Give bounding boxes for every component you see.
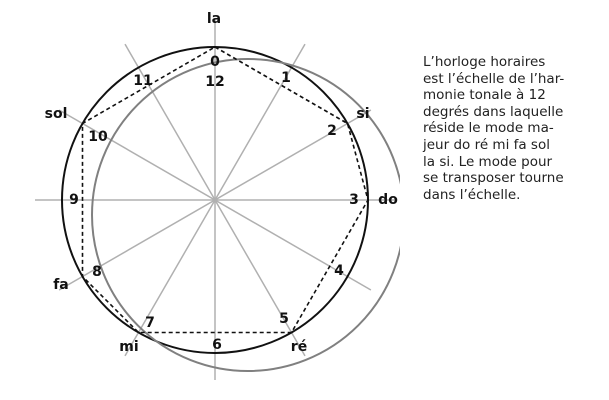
- position-6: 6: [212, 337, 222, 353]
- caption-line: L’horloge horaires: [423, 54, 546, 70]
- caption-line: degrés dans laquelle: [423, 103, 564, 120]
- position-7: 7: [145, 315, 155, 331]
- note-si: si: [356, 106, 370, 122]
- rotated-circle: [92, 59, 400, 371]
- note-la: la: [206, 11, 222, 27]
- caption-line: jeur do ré mi fa sol: [423, 136, 550, 153]
- caption-line: réside le mode ma-: [423, 120, 554, 137]
- caption-line: dans l’échelle.: [423, 186, 521, 203]
- caption-line: monie tonale à 12: [423, 87, 546, 104]
- position-12: 12: [205, 74, 225, 90]
- mode-polygon: [83, 47, 369, 333]
- note-mi: mi: [119, 339, 139, 355]
- caption-text: [423, 54, 603, 203]
- caption-line: est l’échelle de l’har-: [423, 70, 565, 87]
- position-3: 3: [349, 192, 359, 208]
- position-9: 9: [69, 192, 79, 208]
- note-sol: sol: [44, 106, 68, 122]
- position-4: 4: [334, 263, 344, 279]
- note-re: ré: [290, 339, 308, 355]
- position-0: 0: [210, 54, 220, 70]
- position-1: 1: [281, 70, 291, 86]
- position-11: 11: [133, 73, 153, 89]
- caption-line: se transposer tourne: [423, 170, 564, 187]
- position-5: 5: [279, 311, 289, 327]
- note-do: do: [378, 192, 398, 208]
- position-8: 8: [92, 264, 102, 280]
- position-2: 2: [327, 123, 337, 139]
- position-10: 10: [88, 129, 108, 145]
- note-fa: fa: [53, 277, 69, 293]
- caption-line: la si. Le mode pour: [423, 153, 553, 170]
